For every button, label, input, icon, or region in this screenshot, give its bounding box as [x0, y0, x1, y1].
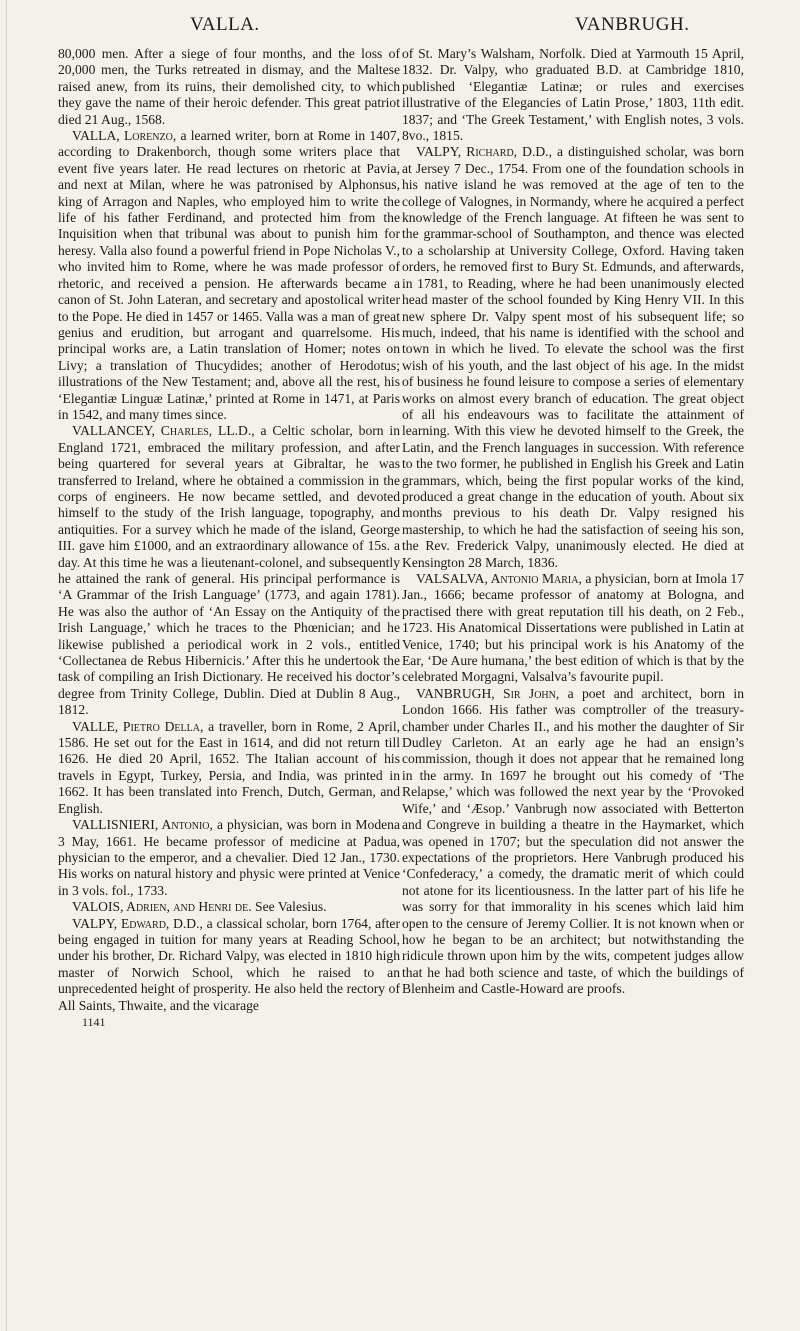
headword: VALPY, Richard, D.D.,	[416, 144, 552, 160]
entry-continuation: of St. Mary’s Walsham, Norfolk. Died at Yarmouth 15 April, 1832. Dr. Valpy, who graduated B.D. at Cambridge 1810, published ‘Elegantiæ Latinæ; or rules and exercises illustrative of the Elegancies of Latin Prose,’ 1803, 11th edit. 1837; and ‘The Greek Testament,’ with English notes, 3 vols. 8vo., 1815.	[402, 46, 744, 144]
entry-vallisnieri: VALLISNIERI, Antonio, a physician, was born in Modena 3 May, 1661. He became professor of medicine at Padua, physician to the emperor, and a chevalier. Died 12 Jan., 1730. His works on natural history and physic were printed at Venice in 3 vols. fol., 1733.	[58, 817, 400, 898]
entry-valois: VALOIS, Adrien, and Henri de. See Valesius.	[72, 899, 327, 915]
entry-vanbrugh: VANBRUGH, Sir John, a poet and architect, born in London 1666. His father was comptroller of the treasury-chamber under Charles II., and his mother the daughter of Sir Dudley Carleton. At an early age he had an ensign’s commission, though it does not appear that he remained long in the army. In 1697 he brought out his comedy of ‘The Relapse,’ which was followed the next year by the ‘Provoked Wife,’ and ‘Æsop.’ Vanbrugh now associated with Betterton and Congreve in building a theatre in the Haymarket, which was opened in 1707; but the speculation did not answer the expectations of the proprietors. Here Vanbrugh produced his ‘Confederacy,’ a comedy, the dramatic merit of which could not atone for its licentiousness. In the latter part of his life he was sorry for that immorality in his scenes which laid him open to the censure of Jeremy Collier. It is not known when or how he began to be an architect; but notwithstanding the ridicule thrown upon him by the wits, competent judges allow that he had both science and taste, of which the buildings of Blenheim and Castle-Howard are proofs.	[402, 685, 744, 997]
headword: VALLANCEY, Charles, LL.D.,	[72, 423, 255, 439]
headword: VALSALVA, Antonio Maria,	[416, 571, 582, 586]
header-right: VANBRUGH.	[575, 14, 690, 35]
entry-vallancey: VALLANCEY, Charles, LL.D., a Celtic scholar, born in England 1721, embraced the military profession, and after being quartered for several years at Gibraltar, he was transferred to Ireland, where he obtained a commission in the corps of engineers. He now became settled, and devoted himself to the study of the Irish language, topography, and antiquities. For a survey which he made of the island, George III. gave him £1000, and an extraordinary allowance of 15s. a day. At this time he was a lieutenant-colonel, and subsequently he attained the rank of general. His principal performance is ‘A Grammar of the Irish Language’ (1773, and again 1781). He was also the author of ‘An Essay on the Antiquity of the Irish Language,’ which he traces to the Phœnician; and he likewise published a periodical work in 2 vols., entitled ‘Collectanea de Rebus Hibernicis.’ After this he undertook the task of compiling an Irish Dictionary. He received his doctor’s degree from Trinity College, Dublin. Died at Dublin 8 Aug., 1812.	[58, 423, 400, 718]
headword: VALLA, Lorenzo,	[72, 128, 177, 144]
headword: VALPY, Edward, D.D.,	[72, 915, 203, 931]
headword: VALOIS, Adrien, and Henri de.	[72, 899, 252, 915]
right-column	[402, 46, 744, 998]
entry-valle: VALLE, Pietro Della, a traveller, born in Rome, 2 April, 1586. He set out for the East in 1614, and did not return till 1626. He died 20 April, 1652. The Italian account of his travels in Egypt, Turkey, Persia, and India, was printed in 1662. It has been translated into French, Dutch, German, and English.	[58, 718, 400, 816]
headword: VANBRUGH, Sir John,	[416, 685, 560, 701]
page-edge-rule	[6, 0, 7, 1331]
headword: VALLE, Pietro Della,	[72, 718, 204, 734]
entry-valpy-richard: VALPY, Richard, D.D., a distinguished scholar, was born at Jersey 7 Dec., 1754. From one of the foundation schools in his native island he was removed at the age of ten to the college of Valognes, in Normandy, where he acquired a perfect knowledge of the French language. At fifteen he was sent to the grammar-school of Southampton, and thence was elected to a scholarship at University College, Oxford. Having taken orders, he removed first to Bury St. Edmunds, and afterwards, in 1781, to Reading, where he had been unanimously elected head master of the school founded by King Henry VII. In this new sphere Dr. Valpy spent most of his subsequent life; so much, indeed, that his name is identified with the school and town in which he lived. To elevate the school was the first wish of his youth, and the last object of his age. In the midst of business he found leisure to compose a series of elementary works on almost every branch of education. The great object of all his endeavours was to facilitate the attainment of learning. With this view he devoted himself to the Greek, the Latin, and the French languages in succession. With reference to the two former, he published in English his Greek and Latin grammars, which, being the first popular works of the kind, produced a great change in the education of youth. About six months previous to his death Dr. Valpy resigned his mastership, to which he had the satisfaction of seeing his son, the Rev. Frederick Valpy, unanimously elected. He died at Kensington 28 March, 1836.	[402, 144, 744, 570]
entry-valla: VALLA, Lorenzo, a learned writer, born at Rome in 1407, according to Drakenborch, though some writers place that event five years later. He read lectures on rhetoric at Pavia, and next at Milan, where he was patronised by Alphonsus, king of Arragon and Naples, who employed him to write the life of his father Ferdinand, and protected him from the Inquisition when that tribunal was about to punish him for heresy. Valla also found a powerful friend in Pope Nicholas V., who invited him to Rome, where he was made professor of rhetoric, and received a pension. He afterwards became a canon of St. John Lateran, and secretary and apostolical writer to the Pope. He died in 1457 or 1465. Valla was a man of great genius and erudition, but arrogant and quarrelsome. His principal works are, a Latin translation of Homer; notes on Livy; a translation of Thucydides; another of Herodotus; illustrations of the New Testament; and, above all the rest, his ‘Elegantiæ Linguæ Latinæ,’ printed at Rome in 1471, at Paris in 1542, and many times since.	[58, 128, 400, 422]
running-header	[0, 14, 800, 40]
signature-mark: 1141	[82, 1014, 106, 1029]
entry-valpy-edward: VALPY, Edward, D.D., a classical scholar, born 1764, after being engaged in tuition for many years at Reading School, under his brother, Dr. Richard Valpy, was elected in 1810 high master of Norwich School, which he raised to an unprecedented height of prosperity. He also held the rectory of All Saints, Thwaite, and the vicarage	[58, 915, 400, 1013]
entry-valsalva: VALSALVA, Antonio Maria, a physician, born at Imola 17 Jan., 1666; became professor of anatomy at Bologna, and practised there with great reputation till his death, on 2 Feb., 1723. His Anatomical Dissertations were published in Latin at Venice, 1740; but his principal work is his Anatomy of the Ear, ‘De Aure humana,’ the best edition of which is that by the celebrated Morgagni, Valsalva’s favourite pupil.	[402, 571, 744, 685]
header-left: VALLA.	[190, 14, 260, 35]
headword: VALLISNIERI, Antonio,	[72, 817, 213, 833]
left-column	[58, 46, 400, 1030]
entry-continuation: 80,000 men. After a siege of four months, and the loss of 20,000 men, the Turks retreated in dismay, and the Maltese raised anew, from its ruins, their demolished city, to which they gave the name of their heroic defender. This great patriot died 21 Aug., 1568.	[58, 46, 400, 127]
